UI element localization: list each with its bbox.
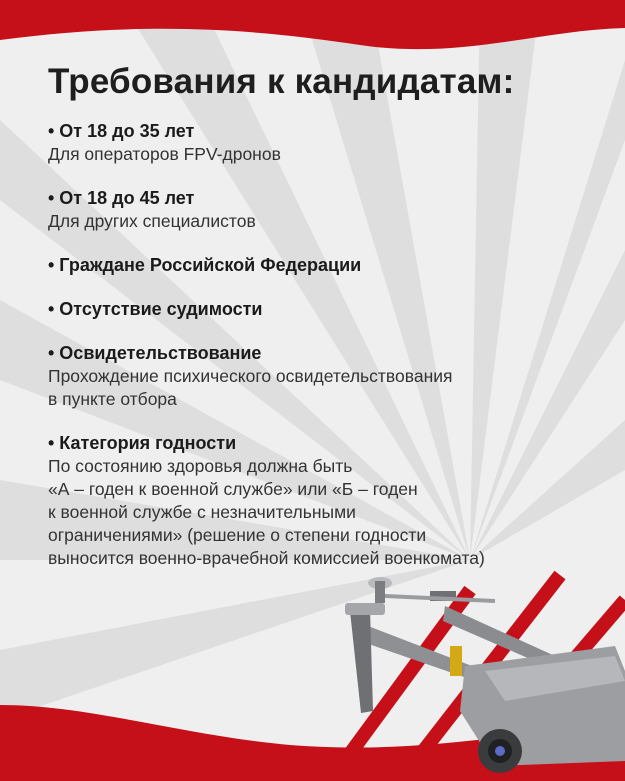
- list-item: [48, 342, 588, 411]
- list-item: [48, 120, 588, 166]
- item-heading: • Отсутствие судимости: [48, 299, 263, 319]
- requirements-panel: [48, 62, 588, 591]
- page-title: Требования к кандидатам:: [48, 62, 515, 101]
- list-item: [48, 187, 588, 233]
- item-heading: • Граждане Российской Федерации: [48, 255, 362, 275]
- drone-body: [345, 577, 625, 773]
- item-description: По состоянию здоровья должна быть «А – годен к военной службе» или «Б – годен к военной службе с незначительными ограничениями» (решение о степени годности выносится военно-врачебной комиссией военкомата): [48, 456, 485, 568]
- drone-image: [325, 561, 625, 781]
- item-description: Для операторов FPV-дронов: [48, 144, 281, 164]
- item-heading: • От 18 до 45 лет: [48, 188, 195, 208]
- item-heading: • От 18 до 35 лет: [48, 121, 195, 141]
- item-description: Для других специалистов: [48, 211, 256, 231]
- list-item: [48, 298, 588, 321]
- item-description: Прохождение психического освидетельствования в пункте отбора: [48, 366, 453, 409]
- list-item: [48, 432, 588, 570]
- item-heading: • Освидетельствование: [48, 343, 262, 363]
- list-item: [48, 254, 588, 277]
- item-heading: • Категория годности: [48, 433, 237, 453]
